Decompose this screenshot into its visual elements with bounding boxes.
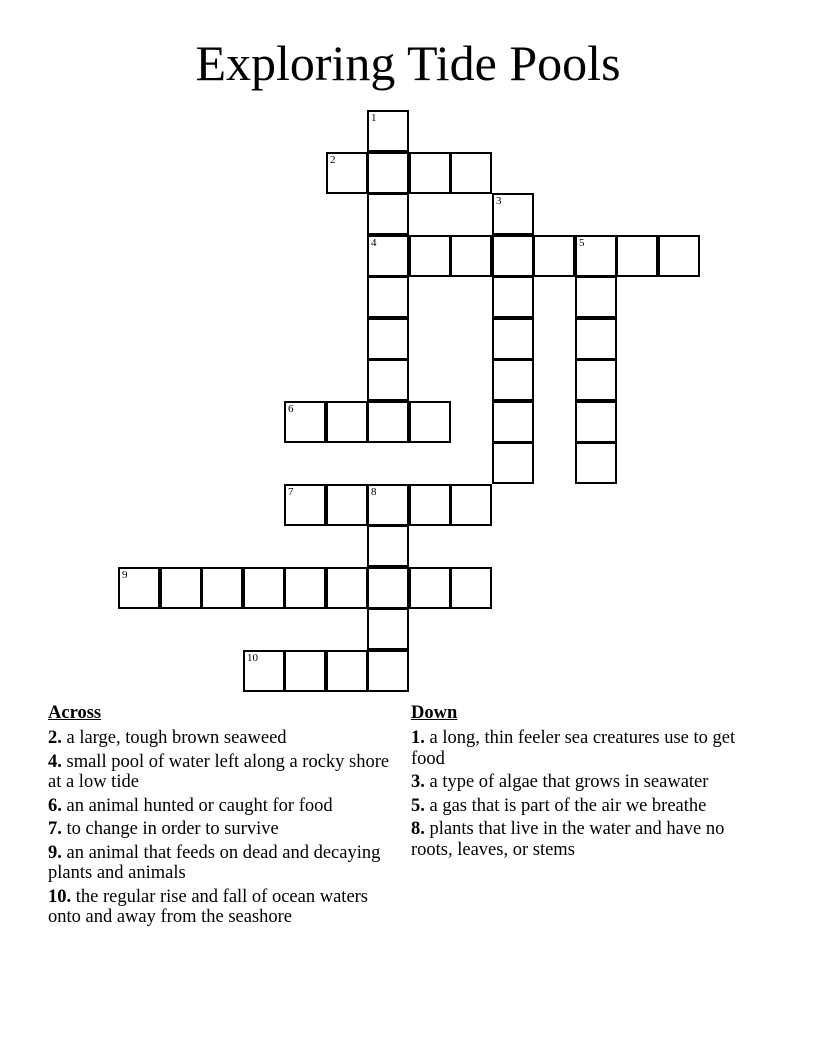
grid-cell[interactable] [409, 235, 451, 277]
clue-number: 1. [411, 728, 425, 748]
grid-cell[interactable] [409, 567, 451, 609]
cell-number: 1 [371, 112, 377, 124]
grid-cell[interactable] [201, 567, 243, 609]
grid-cell[interactable] [450, 235, 492, 277]
grid-cell[interactable] [492, 401, 534, 443]
clue-text: a large, tough brown seaweed [66, 728, 287, 748]
clue-text: plants that live in the water and have no roots, leaves, or stems [411, 819, 725, 860]
grid-cell[interactable] [409, 484, 451, 526]
grid-cell[interactable] [284, 650, 326, 692]
clue-text: a long, thin feeler sea creatures use to get food [411, 728, 736, 769]
grid-cell[interactable] [284, 401, 326, 443]
cell-number: 10 [247, 652, 258, 664]
grid-cell[interactable] [533, 235, 575, 277]
grid-cell[interactable] [367, 401, 409, 443]
grid-cell[interactable] [409, 152, 451, 194]
grid-cell[interactable] [575, 276, 617, 318]
grid-cell[interactable] [409, 401, 451, 443]
grid-cell[interactable] [326, 567, 368, 609]
clue-text: the regular rise and fall of ocean waters onto and away from the seashore [48, 886, 369, 927]
grid-cell[interactable] [326, 650, 368, 692]
down-clues [411, 702, 741, 863]
grid-cell[interactable] [450, 567, 492, 609]
cell-number: 6 [288, 403, 294, 415]
clue-number: 5. [411, 795, 425, 816]
clue-text: an animal that feeds on dead and decaying plants and animals [48, 842, 381, 883]
down-clue [411, 796, 741, 817]
across-clue [48, 796, 393, 817]
grid-cell[interactable] [367, 110, 409, 152]
cell-number: 3 [496, 195, 502, 207]
grid-cell[interactable] [367, 650, 409, 692]
clue-text: small pool of water left along a rocky shore at a low tide [48, 751, 390, 792]
grid-cell[interactable] [575, 359, 617, 401]
grid-cell[interactable] [243, 650, 285, 692]
clue-text: a type of algae that grows in seawater [429, 772, 709, 792]
grid-cell[interactable] [492, 318, 534, 360]
grid-cell[interactable] [367, 525, 409, 567]
grid-cell[interactable] [575, 401, 617, 443]
grid-cell[interactable] [367, 608, 409, 650]
grid-cell[interactable] [492, 359, 534, 401]
grid-cell[interactable] [367, 235, 409, 277]
puzzle-title: Exploring Tide Pools [195, 35, 621, 91]
grid-cell[interactable] [492, 235, 534, 277]
grid-cell[interactable] [450, 484, 492, 526]
grid-cell[interactable] [284, 567, 326, 609]
grid-cell[interactable] [658, 235, 700, 277]
across-clues [48, 702, 393, 931]
cell-number: 4 [371, 237, 377, 249]
cell-number: 5 [579, 237, 585, 249]
grid-cell[interactable] [367, 318, 409, 360]
clue-number: 8. [411, 819, 425, 839]
grid-cell[interactable] [367, 359, 409, 401]
clue-number: 2. [48, 728, 62, 748]
cell-number: 2 [330, 154, 336, 166]
cell-number: 8 [371, 486, 377, 498]
across-clue [48, 819, 393, 840]
across-clue [48, 887, 393, 928]
down-clue [411, 772, 741, 793]
grid-cell[interactable] [284, 484, 326, 526]
grid-cell[interactable] [326, 152, 368, 194]
grid-cell[interactable] [492, 276, 534, 318]
grid-cell[interactable] [160, 567, 202, 609]
clue-number: 9. [48, 842, 62, 863]
grid-cell[interactable] [367, 276, 409, 318]
clue-number: 7. [48, 819, 62, 839]
grid-cell[interactable] [243, 567, 285, 609]
clue-number: 6. [48, 795, 62, 816]
clue-text: a gas that is part of the air we breathe [429, 795, 707, 816]
down-clue [411, 728, 741, 769]
down-clue [411, 819, 741, 860]
clue-number: 10. [48, 886, 72, 907]
cell-number: 9 [122, 569, 128, 581]
across-heading: Across [48, 703, 102, 723]
across-clue [48, 728, 393, 749]
clue-number: 4. [48, 751, 62, 772]
grid-cell[interactable] [616, 235, 658, 277]
down-heading: Down [411, 703, 458, 723]
across-clue [48, 752, 393, 793]
grid-cell[interactable] [367, 152, 409, 194]
grid-cell[interactable] [326, 401, 368, 443]
grid-cell[interactable] [492, 193, 534, 235]
grid-cell[interactable] [367, 484, 409, 526]
grid-cell[interactable] [118, 567, 160, 609]
grid-cell[interactable] [492, 442, 534, 484]
grid-cell[interactable] [575, 235, 617, 277]
grid-cell[interactable] [575, 318, 617, 360]
grid-cell[interactable] [575, 442, 617, 484]
cell-number: 7 [288, 486, 294, 498]
grid-cell[interactable] [326, 484, 368, 526]
clue-text: an animal hunted or caught for food [66, 795, 333, 816]
grid-cell[interactable] [367, 567, 409, 609]
grid-cell[interactable] [367, 193, 409, 235]
across-clue [48, 843, 393, 884]
grid-cell[interactable] [450, 152, 492, 194]
clue-text: to change in order to survive [66, 819, 279, 839]
clue-number: 3. [411, 772, 425, 792]
